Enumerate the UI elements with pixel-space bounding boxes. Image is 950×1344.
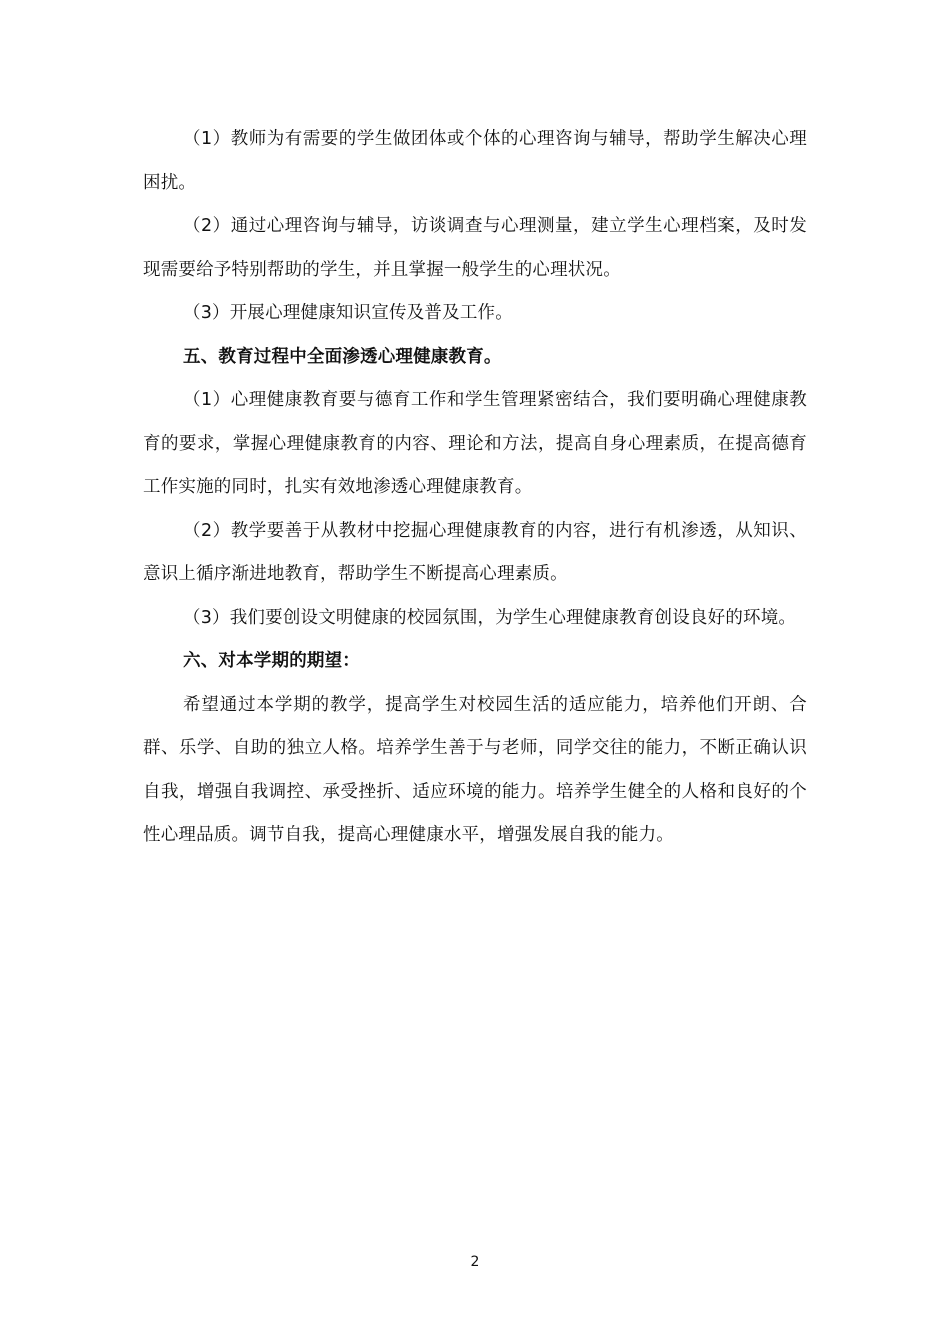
page-number: 2 bbox=[470, 1254, 480, 1270]
paragraph-teaching: （2）教学要善于从教材中挖掘心理健康教育的内容，进行有机渗透，从知识、意识上循序渐进地教育，帮助学生不断提高心理素质。 bbox=[143, 520, 807, 584]
section-heading-five: 五、教育过程中全面渗透心理健康教育。 bbox=[183, 346, 502, 367]
paragraph-counseling: （1）教师为有需要的学生做团体或个体的心理咨询与辅导，帮助学生解决心理困扰。 bbox=[143, 129, 807, 193]
paragraph-campus: （3）我们要创设文明健康的校园氛围，为学生心理健康教育创设良好的环境。 bbox=[183, 607, 797, 628]
paragraph-records: （2）通过心理咨询与辅导，访谈调查与心理测量，建立学生心理档案，及时发现需要给予特别帮助的学生，并且掌握一般学生的心理状况。 bbox=[143, 216, 807, 280]
paragraph-publicity: （3）开展心理健康知识宣传及普及工作。 bbox=[183, 303, 513, 323]
document-body bbox=[143, 118, 807, 858]
section-heading-six: 六、对本学期的期望： bbox=[183, 651, 360, 671]
paragraph-moral-education: （1）心理健康教育要与德育工作和学生管理紧密结合，我们要明确心理健康教育的要求，掌握心理健康教育的内容、理论和方法，提高自身心理素质，在提高德育工作实施的同时，扎实有效地渗透心理健康教育。 bbox=[143, 390, 807, 497]
paragraph-expectation: 希望通过本学期的教学，提高学生对校园生活的适应能力，培养他们开朗、合群、乐学、自助的独立人格。培养学生善于与老师，同学交往的能力，不断正确认识自我，增强自我调控、承受挫折、适应环境的能力。培养学生健全的人格和良好的个性心理品质。调节自我，提高心理健康水平，增强发展自我的能力。 bbox=[143, 694, 807, 845]
